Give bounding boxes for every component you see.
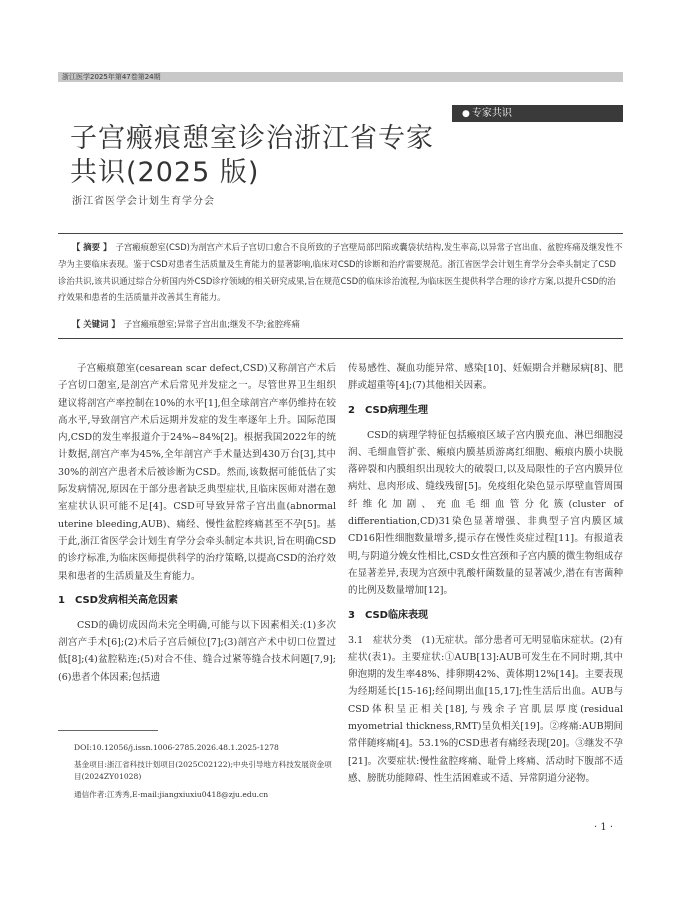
keywords-label: 【 关键词 】	[72, 319, 116, 329]
abstract-top-rule	[58, 233, 623, 234]
footnote-corresponding: 通信作者:江秀秀,E-mail:jiangxiuxiu0418@zju.edu.cn	[74, 790, 269, 799]
right-column	[348, 360, 623, 787]
running-header: 浙江医学2025年第47卷第24期	[62, 73, 161, 81]
section-tag-label: 专家共识	[471, 108, 512, 119]
section-tag	[462, 105, 512, 123]
title-line-1: 子宫瘢痕憩室诊治浙江省专家	[70, 123, 434, 154]
page-number: · 1 ·	[594, 822, 614, 833]
section-3-1-paragraph: 3.1 症状分类 (1)无症状。部分患者可无明显临床症状。(2)有症状(表1)。主要症状:①AUB[13]:AUB可发生在不同时期,其中卵泡期的发生率48%、排卵期42%、黄体期12%[14]。主要表现为经期延长[15-16];经间期出血[15,17];性生活后出血。AUB与CSD体积呈正相关[18],与残余子宫肌层厚度(residual myometrial thickness,RMT)呈负相关[19]。②疼痛:AUB期间常伴随疼痛[4]。53.1%的CSD患者有痛经表现[20]。③继发不孕[21]。次要症状:慢性盆腔疼痛、耻骨上疼痛、活动时下腹部不适感、膀胱功能障碍、性生活困难或不适、异常阴道分泌物。	[348, 634, 623, 784]
title-line-2: 共识(2025 版)	[70, 157, 260, 188]
section-1-heading: 1 CSD发病相关高危因素	[58, 594, 178, 606]
footnote-doi: DOI:10.12056/j.issn.1006-2785.2026.48.1.2025-1278	[74, 743, 279, 752]
footnote-rule	[58, 730, 158, 731]
abstract-bottom-rule	[58, 338, 623, 339]
section-3-heading: 3 CSD临床表现	[348, 609, 428, 621]
bullet-icon: ●	[462, 109, 470, 119]
article-title	[70, 122, 510, 190]
abstract-text: 子宫瘢痕憩室(CSD)为剖宫产术后子宫切口愈合不良所致的子宫壁局部凹陷或囊袋状结构,发生率高,以异常子宫出血、盆腔疼痛及继发性不孕为主要临床表现。鉴于CSD对患者生活质量及生育能力的显著影响,临床对CSD的诊断和治疗需要规范。浙江省医学会计划生育学分会牵头制定了CSD诊治共识,该共识通过综合分析国内外CSD诊疗领域的相关研究成果,旨在规范CSD的临床诊治流程,为临床医生提供科学合理的诊疗方案,以提升CSD的治疗效果和患者的生活质量并改善其生育能力。	[58, 242, 623, 303]
section-2-heading: 2 CSD病理生理	[348, 404, 428, 416]
keywords-text: 子宫瘢痕憩室;异常子宫出血;继发不孕;盆腔疼痛	[123, 319, 300, 329]
footnote-fund: 基金项目:浙江省科技计划项目(2025C02122);中央引导地方科技发展资金项目(2024ZY01028)	[74, 760, 332, 781]
intro-paragraph: 子宫瘢痕憩室(cesarean scar defect,CSD)又称剖宫产术后子宫切口憩室,是剖宫产术后常见并发症之一。尽管世界卫生组织建议将剖宫产率控制在10%的水平[1],但全球剖宫产率仍维持在较高水平,导致剖宫产术后远期并发症的发生率逐年上升。国际范围内,CSD的发生率报道介于24%~84%[2]。根据我国2022年的统计数据,剖宫产率为45%,全年剖宫产手术量达到430万台[3],其中30%的剖宫产患者术后被诊断为CSD。然而,该数据可能低估了实际发病情况,原因在于部分患者缺乏典型症状,且临床医师对潜在憩室症状认识可能不足[4]。CSD可导致异常子宫出血(abnormal uterine bleeding,AUB)、痛经、慢性盆腔疼痛甚至不孕[5]。基于此,浙江省医学会计划生育学分会牵头制定本共识,旨在明确CSD的诊疗标准,为临床医师提供科学的治疗策略,以提高CSD的治疗效果和患者的生活质量及生育能力。	[58, 363, 336, 582]
section-1-paragraph: CSD的确切成因尚未完全明确,可能与以下因素相关:(1)多次剖宫产手术[6];(2)术后子宫后倾位[7];(3)剖宫产术中切口位置过低[8];(4)盆腔粘连;(5)对合不佳、缝合过紧等缝合技术问题[7,9];(6)患者个体因素;包括遗	[58, 619, 336, 683]
abstract	[58, 239, 623, 306]
section-2-paragraph: CSD的病理学特征包括瘢痕区域子宫内膜充血、淋巴细胞浸润、毛细血管扩张、瘢痕内膜基质游离红细胞、瘢痕内膜小块脱落碎裂和内膜组织出现较大的破裂口,以及局限性的子宫内膜异位病灶、息肉形成、缝线残留[5]。免疫组化染色显示厚壁血管周围纤维化加剧、充血毛细血管分化簇(cluster of differentiation,CD)31染色显著增强、非典型子宫内膜区域CD16阳性细胞数量增多,提示存在慢性炎症过程[11]。有报道表明,与阴道分娩女性相比,CSD女性宫颈和子宫内膜的微生物组成存在显著差异,表现为宫颈中乳酸杆菌数量的显著减少,潜在有害菌种的比例及数量增加[12]。	[348, 429, 623, 597]
author-line: 浙江省医学会计划生育学分会	[72, 196, 215, 207]
abstract-label: 【 摘要 】	[72, 242, 108, 252]
left-column	[58, 360, 336, 686]
continued-paragraph: 传易感性、凝血功能异常、感染[10]、妊娠期合并糖尿病[8]、肥胖或超重等[4];(7)其他相关因素。	[348, 363, 623, 392]
keywords	[72, 316, 300, 332]
